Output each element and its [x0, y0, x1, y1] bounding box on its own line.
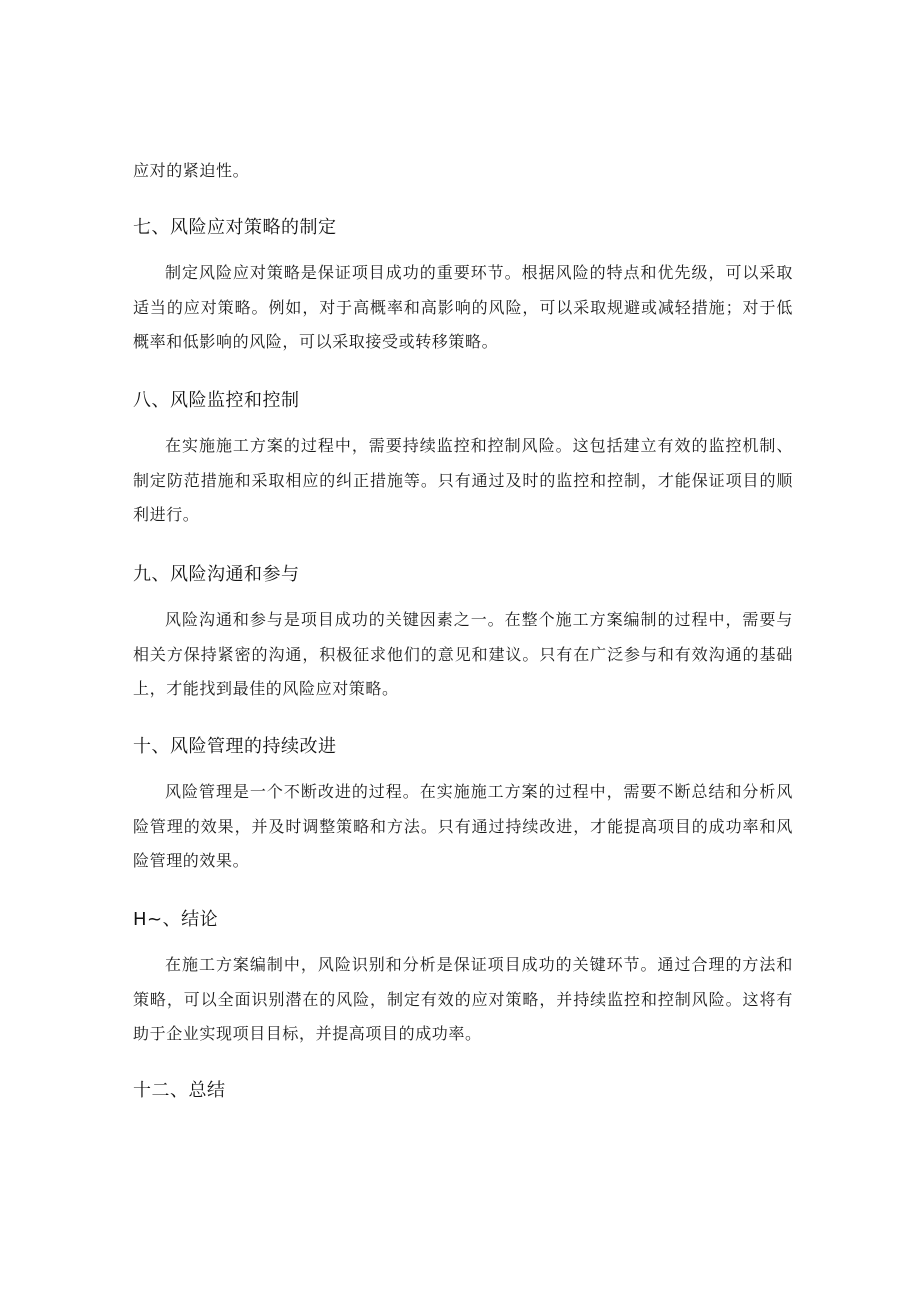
section-heading-8: 八、风险监控和控制 [133, 390, 300, 411]
section-heading-11: H~、结论 [133, 909, 219, 930]
section-paragraph-9: 风险沟通和参与是项目成功的关键因素之一。在整个施工方案编制的过程中，需要与相关方保持紧密的沟通，积极征求他们的意见和建议。只有在广泛参与和有效沟通的基础上，才能找到最佳的风险应对策略。 [133, 610, 793, 698]
section-paragraph-11: 在施工方案编制中，风险识别和分析是保证项目成功的关键环节。通过合理的方法和策略，可以全面识别潜在的风险，制定有效的应对策略，并持续监控和控制风险。这将有助于企业实现项目目标，并提高项目的成功率。 [133, 955, 793, 1043]
section-heading-9: 九、风险沟通和参与 [133, 564, 300, 585]
section-heading-12: 十二、总结 [133, 1080, 226, 1101]
section-paragraph-10: 风险管理是一个不断改进的过程。在实施施工方案的过程中，需要不断总结和分析风险管理的效果，并及时调整策略和方法。只有通过持续改进，才能提高项目的成功率和风险管理的效果。 [133, 782, 793, 870]
section-heading-10: 十、风险管理的持续改进 [133, 736, 337, 757]
section-heading-7: 七、风险应对策略的制定 [133, 217, 337, 238]
continuation-paragraph: 应对的紧迫性。 [133, 161, 250, 180]
section-paragraph-8: 在实施施工方案的过程中，需要持续监控和控制风险。这包括建立有效的监控机制、制定防范措施和采取相应的纠正措施等。只有通过及时的监控和控制，才能保证项目的顺利进行。 [133, 436, 793, 524]
section-paragraph-7: 制定风险应对策略是保证项目成功的重要环节。根据风险的特点和优先级，可以采取适当的应对策略。例如，对于高概率和高影响的风险，可以采取规避或减轻措施；对于低概率和低影响的风险，可以采取接受或转移策略。 [133, 263, 793, 351]
